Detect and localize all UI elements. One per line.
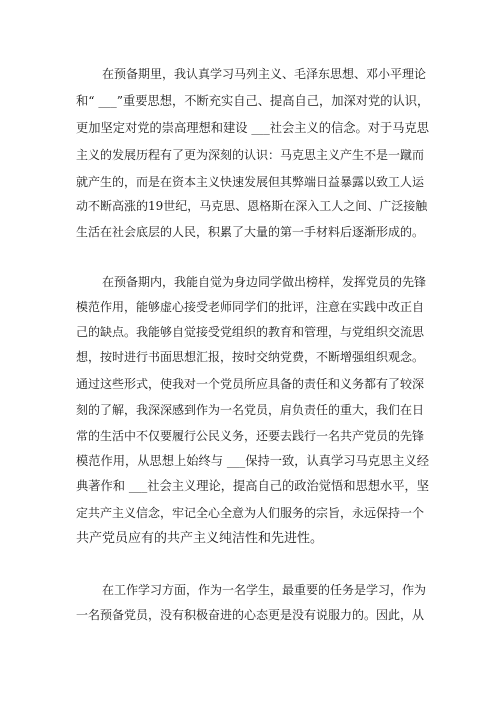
paragraph-line: 共产党员应有的共产主义纯洁性和先进性。 bbox=[76, 531, 324, 546]
paragraph-line: 一名预备党员，没有积极奋进的心态更是没有说服力的。因此，从 bbox=[76, 608, 425, 622]
paragraph-line: 更加坚定对党的崇高理想和建设 ___社会主义的信念。对于马克思 bbox=[76, 121, 430, 135]
paragraph-line: 己的缺点。我能够自觉接受党组织的教育和管理，与党组织交流思 bbox=[76, 325, 425, 339]
paragraph-line: 想，按时进行书面思想汇报，按时交纳党费，不断增强组织观念。 bbox=[76, 350, 425, 364]
paragraph-line: 动不断高涨的19世纪，马克思、恩格斯在深入工人之间、广泛接触 bbox=[76, 199, 428, 213]
paragraph-line: 常的生活中不仅要履行公民义务，还要去践行一名共产党员的先锋 bbox=[76, 429, 425, 443]
paragraph-line: 在工作学习方面，作为一名学生，最重要的任务是学习，作为 bbox=[102, 583, 427, 597]
paragraph-line: 模范作用，能够虚心接受老师同学们的批评，注意在实践中改正自 bbox=[76, 300, 425, 314]
paragraph-line: 典著作和 ___社会主义理论，提高自己的政治觉悟和思想水平，坚 bbox=[76, 479, 430, 493]
paragraph-line: 通过这些形式，使我对一个党员所应具备的责任和义务都有了较深 bbox=[76, 377, 425, 391]
paragraph-line: 主义的发展历程有了更为深刻的认识：马克思主义产生不是一蹴而 bbox=[76, 148, 425, 162]
paragraph-line: 刻的了解，我深深感到作为一名党员，肩负责任的重大，我们在日 bbox=[76, 403, 425, 417]
paragraph-line: 模范作用，从思想上始终与 ___保持一致，认真学习马克思主义经 bbox=[76, 454, 430, 468]
paragraph-line: 就产生的，而是在资本主义快速发展但其弊端日益暴露以致工人运 bbox=[76, 175, 425, 189]
paragraph-line: 定共产主义信念，牢记全心全意为人们服务的宗旨，永远保持一个 bbox=[76, 506, 425, 520]
paragraph-line: 在预备期里，我认真学习马列主义、毛泽东思想、邓小平理论 bbox=[102, 67, 427, 81]
paragraph-line: 生活在社会底层的人民，积累了大量的第一手材料后逐渐形成的。 bbox=[76, 225, 425, 239]
paragraph-line: 在预备期内，我能自觉为身边同学做出榜样，发挥党员的先锋 bbox=[102, 275, 427, 289]
paragraph-line: 和“ ___”重要思想，不断充实自己、提高自己，加深对党的认识， bbox=[76, 94, 430, 108]
